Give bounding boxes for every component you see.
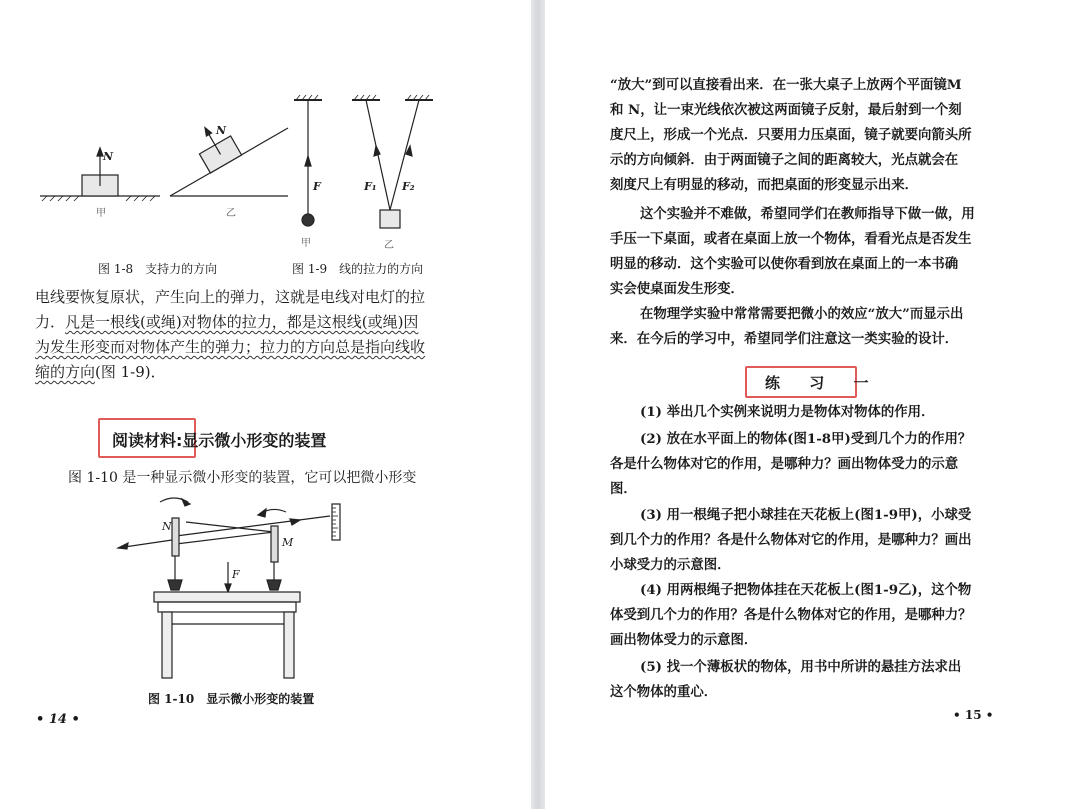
wavy-underline-1: 凡是一根线(或绳)对物体的拉力，都是这根线(或绳)因 <box>65 313 419 331</box>
wavy-underline-3: 缩的方向 <box>35 363 96 381</box>
fig9-caption: 图 1-9 线的拉力的方向 <box>292 262 424 276</box>
exercise-2-line-2: 各是什么物体对它的作用，是哪种力？画出物体受力的示意 <box>610 456 959 472</box>
exercise-2-line-3: 图． <box>610 481 637 497</box>
page-number-left: • 14 • <box>36 712 80 727</box>
para1-line-3: 度尺上，形成一个光点．只要用力压桌面，镜子就要向箭头所 <box>610 127 972 143</box>
right-page <box>545 0 1080 809</box>
exercise-5-line-1: (5) 找一个薄板状的物体，用书中所讲的悬挂方法求出 <box>640 659 962 675</box>
exercise-4-line-3: 画出物体受力的示意图． <box>610 632 758 648</box>
figure-1-10 <box>110 496 370 686</box>
fig9-jia-label: 甲 <box>301 238 311 249</box>
left-page <box>0 0 531 809</box>
exercise-3-line-1: (3) 用一根绳子把小球挂在天花板上(图1-9甲)，小球受 <box>640 507 972 523</box>
reading-label: 阅读材料: <box>112 431 183 450</box>
paragraph-line-1: 电线要恢复原状，产生向上的弹力，这就是电线对电灯的拉 <box>35 288 426 306</box>
para1-line-4: 示的方向倾斜．由于两面镜子之间的距离较大，光点就会在 <box>610 152 959 168</box>
page-number-right: • 15 • <box>953 708 994 722</box>
para2-line-4: 实会使桌面发生形变． <box>610 281 744 297</box>
para3-line-1: 在物理学实验中常常需要把微小的效应“放大”而显示出 <box>640 306 964 322</box>
para2-line-1: 这个实验并不难做，希望同学们在教师指导下做一做，用 <box>640 206 975 222</box>
reading-intro: 图 1-10 是一种显示微小形变的装置，它可以把微小形变 <box>68 470 417 486</box>
wavy-underline-2: 为发生形变而对物体产生的弹力；拉力的方向总是指向线收 <box>35 338 426 356</box>
paragraph-line-2: 力．凡是一根线(或绳)对物体的拉力，都是这根线(或绳)因 <box>35 313 419 331</box>
fig8-jia-label: 甲 <box>96 208 106 219</box>
para3-line-2: 来．在今后的学习中，希望同学们注意这一类实验的设计． <box>610 331 959 347</box>
figure-1-8-1-9 <box>30 88 500 258</box>
exercise-4-line-2: 体受到几个力的作用？各是什么物体对它的作用，是哪种力？ <box>610 607 972 623</box>
exercise-title: 练 习 一 <box>765 374 881 392</box>
para1-line-2: 和 N，让一束光线依次被这两面镜子反射，最后射到一个刻 <box>610 102 962 118</box>
para1-line-5: 刻度尺上有明显的移动，而把桌面的形变显示出来． <box>610 177 918 193</box>
exercise-5-line-2: 这个物体的重心． <box>610 684 718 700</box>
exercise-3-line-2: 到几个力的作用？各是什么物体对它的作用，是哪种力？画出 <box>610 532 972 548</box>
fig10-f-label: F <box>232 568 240 581</box>
paragraph-line-3 <box>35 335 425 360</box>
para1-line-1: “放大”到可以直接看出来．在一张大桌子上放两个平面镜M <box>610 77 962 93</box>
fig10-n-label: N <box>162 520 172 533</box>
exercise-4-line-1: (4) 用两根绳子把物体挂在天花板上(图1-9乙)，这个物 <box>640 582 972 598</box>
para2-line-3: 明显的移动．这个实验可以使你看到放在桌面上的一本书确 <box>610 256 959 272</box>
exercise-2-line-1: (2) 放在水平面上的物体(图1-8甲)受到几个力的作用？ <box>640 431 972 447</box>
fig8-caption: 图 1-8 支持力的方向 <box>98 262 218 276</box>
page-gutter <box>531 0 545 809</box>
exercise-1: (1) 举出几个实例来说明力是物体对物体的作用． <box>640 404 935 420</box>
reading-heading <box>112 428 326 451</box>
fig9-f2-label: F₂ <box>402 180 415 193</box>
exercise-3-line-3: 小球受力的示意图． <box>610 557 731 573</box>
fig10-m-label: M <box>282 536 294 549</box>
reading-title: 显示微小形变的装置 <box>182 431 327 450</box>
para2-line-2: 手压一下桌面，或者在桌面上放一个物体，看看光点是否发生 <box>610 231 972 247</box>
fig9-f1-label: F₁ <box>364 180 377 193</box>
fig8-n-label: N <box>103 150 114 163</box>
fig9-yi-label: 乙 <box>384 240 394 251</box>
paragraph-line-4: 缩的方向(图 1-9)． <box>35 363 166 381</box>
fig8-n2-label: N <box>216 124 227 137</box>
fig9-f-label: F <box>313 180 321 193</box>
fig8-yi-label: 乙 <box>226 208 236 219</box>
fig10-caption: 图 1-10 显示微小形变的装置 <box>148 692 315 706</box>
